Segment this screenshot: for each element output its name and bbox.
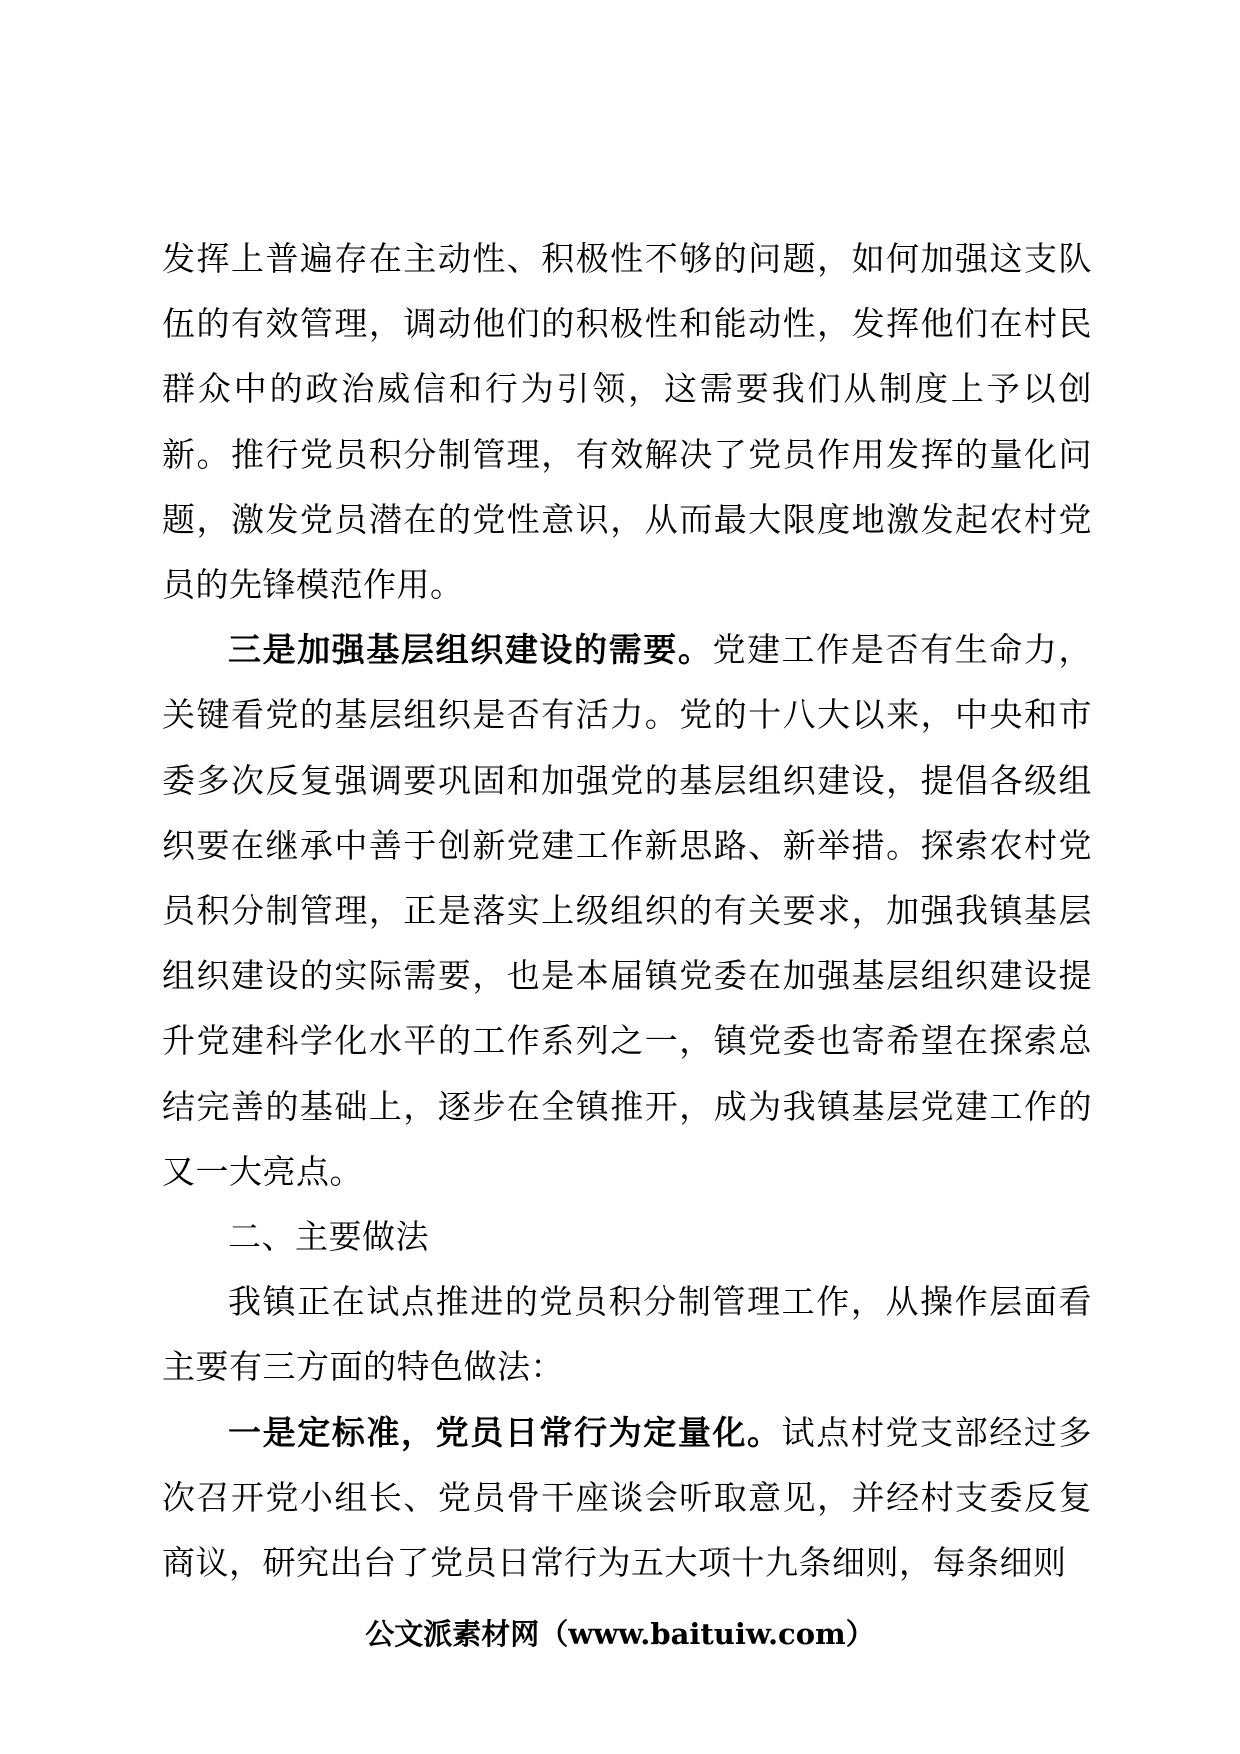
paragraph-lead-heading: 一是定标准，党员日常行为定量化。 <box>228 1412 782 1452</box>
paragraph-lead-heading: 三是加强基层组织建设的需要。 <box>228 630 713 670</box>
document-body <box>162 226 1092 1595</box>
paragraph-practices-intro <box>162 1269 1092 1399</box>
section-heading-main-practices <box>162 1204 1092 1269</box>
paragraph-third-need <box>162 617 1092 1204</box>
paragraph-text: 党建工作是否有生命力，关键看党的基层组织是否有活力。党的十八大以来，中央和市委多次反复强调要巩固和加强党的基层组织建设，提倡各级组织要在继承中善于创新党建工作新思路、新举措。探索农村党员积分制管理，正是落实上级组织的有关要求，加强我镇基层组织建设的实际需要，也是本届镇党委在加强基层组织建设提升党建科学化水平的工作系列之一，镇党委也寄希望在探索总结完善的基础上，逐步在全镇推开，成为我镇基层党建工作的又一大亮点。 <box>162 630 1093 1191</box>
paragraph-first-practice <box>162 1400 1092 1596</box>
footer-watermark: 公文派素材网（www.baituiw.com） <box>365 1617 875 1651</box>
paragraph-text: 试点村党支部经过多次召开党小组长、党员骨干座谈会听取意见，并经村支委反复商议，研究出台了党员日常行为五大项十九条细则，每条细则 <box>162 1412 1093 1583</box>
paragraph-text: 发挥上普遍存在主动性、积极性不够的问题，如何加强这支队伍的有效管理，调动他们的积极性和能动性，发挥他们在村民群众中的政治威信和行为引领，这需要我们从制度上予以创新。推行党员积分制管理，有效解决了党员作用发挥的量化问题，激发党员潜在的党性意识，从而最大限度地激发起农村党员的先锋模范作用。 <box>162 239 1092 605</box>
section-heading-text: 二、主要做法 <box>228 1217 429 1257</box>
paragraph-continuation <box>162 226 1092 617</box>
paragraph-text: 我镇正在试点推进的党员积分制管理工作，从操作层面看主要有三方面的特色做法： <box>162 1282 1092 1387</box>
